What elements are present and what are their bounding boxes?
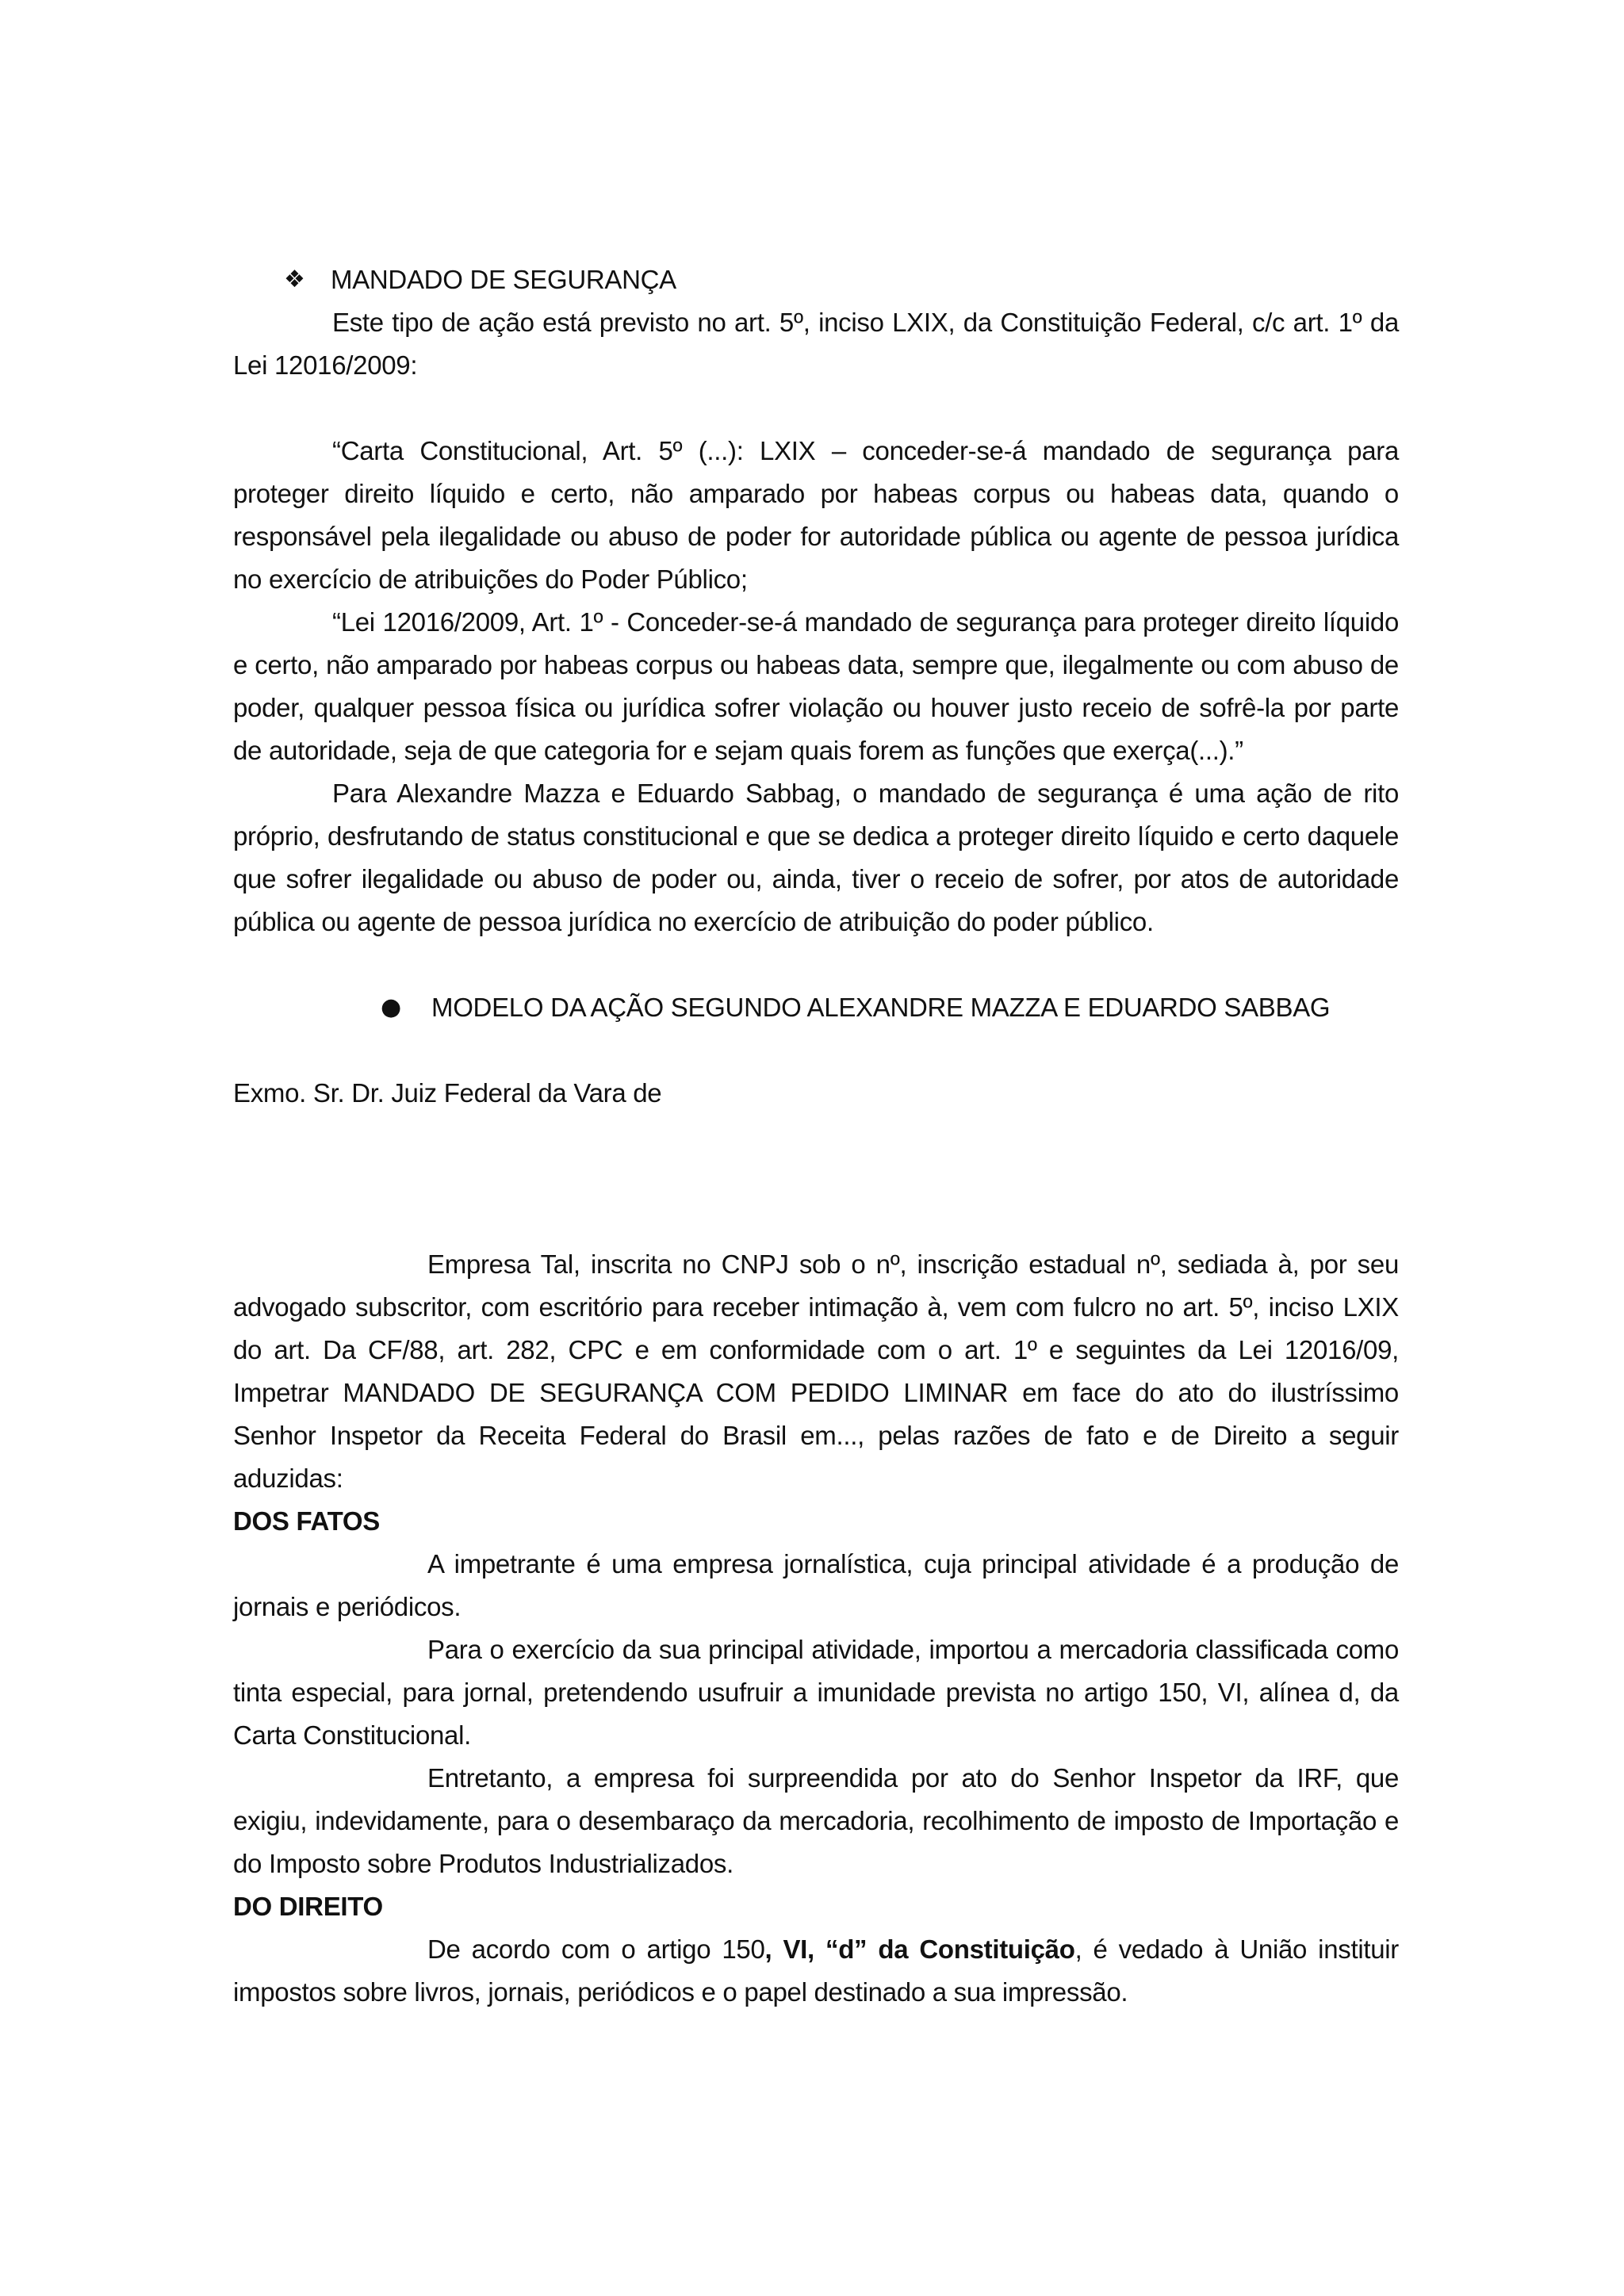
round-bullet-icon: ● (381, 993, 401, 1021)
spacer (233, 387, 1399, 430)
spacer (233, 943, 1399, 986)
law-quote: “Lei 12016/2009, Art. 1º - Conceder-se-á mandado de segurança para proteger direito líquido e certo, não amparado por habeas corpus ou habeas data, sempre que, ilegalmente ou com abuso de poder, qualquer pessoa física ou jurídica sofrer violação ou houver justo receio de sofrê-la por parte de autoridade, seja de que categoria for e sejam quais forem as funções que exerça(...).” (233, 607, 1399, 765)
facts-heading: DOS FATOS (233, 1506, 380, 1536)
facts-paragraph: A impetrante é uma empresa jornalística, cuja principal atividade é a produção de jornais e periódicos. (233, 1549, 1399, 1621)
model-heading-text: MODELO DA AÇÃO SEGUNDO ALEXANDRE MAZZA E EDUARDO SABBAG (431, 993, 1331, 1022)
law-text-bold: , VI, “d” da Constituição (764, 1934, 1075, 1964)
section-heading (233, 258, 1399, 301)
document-body (233, 258, 1399, 2014)
constitution-quote: “Carta Constitucional, Art. 5º (...): LXIX – conceder-se-á mandado de segurança para proteger direito líquido e certo, não amparado por habeas corpus ou habeas data, quando o responsável pela ilegalidade ou abuso de poder for autoridade pública ou agente de pessoa jurídica no exercício de atribuições do Poder Público; (233, 436, 1399, 594)
addressee-line: Exmo. Sr. Dr. Juiz Federal da Vara de (233, 1078, 662, 1108)
spacer (233, 1029, 1399, 1072)
petition-opening: Empresa Tal, inscrita no CNPJ sob o nº, inscrição estadual nº, sediada à, por seu advogado subscritor, com escritório para receber intimação à, vem com fulcro no art. 5º, inciso LXIX do art. Da CF/88, art. 282, CPC e em conformidade com o art. 1º e seguintes da Lei 12016/09, Impetrar MANDADO DE SEGURANÇA COM PEDIDO LIMINAR em face do ato do ilustríssimo Senhor Inspetor da Receita Federal do Brasil em..., pelas razões de fato e de Direito a seguir aduzidas: (233, 1249, 1399, 1493)
law-text-start: De acordo com o artigo 150 (427, 1934, 765, 1964)
diamond-fleuron-icon: ❖ (284, 266, 305, 293)
section-title: MANDADO DE SEGURANÇA (331, 265, 676, 294)
spacer (233, 1200, 1399, 1243)
authors-paragraph: Para Alexandre Mazza e Eduardo Sabbag, o mandado de segurança é uma ação de rito próprio, desfrutando de status constitucional e que se dedica a proteger direito líquido e certo daquele que sofrer ilegalidade ou abuso de poder ou, ainda, tiver o receio de sofrer, por atos de autoridade pública ou agente de pessoa jurídica no exercício de atribuição do poder público. (233, 779, 1399, 936)
intro-paragraph: Este tipo de ação está previsto no art. 5º, inciso LXIX, da Constituição Federal, c/c art. 1º da Lei 12016/2009: (233, 308, 1399, 380)
law-text-end: , é vedado à União instituir impostos sobre livros, jornais, periódicos e o papel destinado a sua impressão. (233, 1934, 1399, 2007)
facts-paragraph: Para o exercício da sua principal atividade, importou a mercadoria classificada como tinta especial, para jornal, pretendendo usufruir a imunidade prevista no artigo 150, VI, alínea d, da Carta Constitucional. (233, 1635, 1399, 1750)
model-heading (233, 986, 1399, 1029)
spacer (233, 1115, 1399, 1200)
law-paragraph (233, 1928, 1399, 2014)
facts-paragraph: Entretanto, a empresa foi surpreendida por ato do Senhor Inspetor da IRF, que exigiu, indevidamente, para o desembaraço da mercadoria, recolhimento de imposto de Importação e do Imposto sobre Produtos Industrializados. (233, 1763, 1399, 1878)
law-heading: DO DIREITO (233, 1892, 383, 1921)
